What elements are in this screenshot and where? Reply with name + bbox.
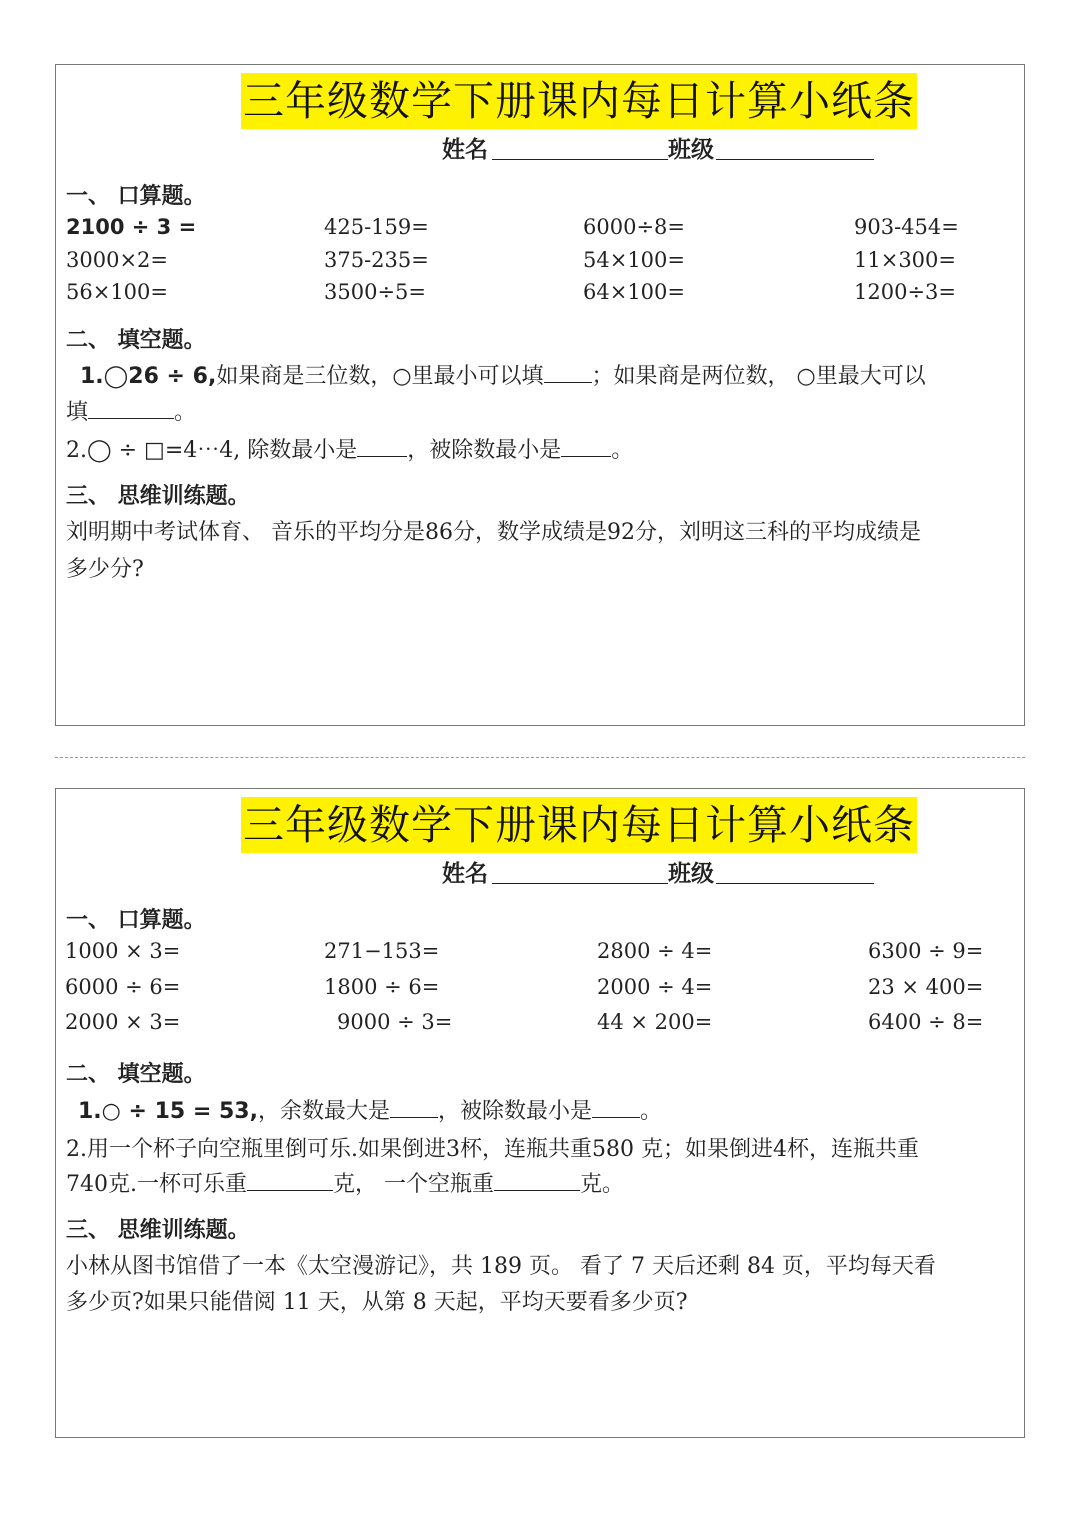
calc-item: 2000 × 3= (65, 1010, 181, 1034)
worksheet-card-2 (55, 788, 1025, 1438)
calc-item: 425-159= (324, 215, 429, 239)
calc-item: 56×100= (66, 280, 168, 304)
question-text: ，余数最大是 (257, 1099, 390, 1124)
calc-item: 3000×2= (66, 248, 168, 272)
calc-item: 1200÷3= (854, 280, 956, 304)
calc-item: 44 × 200= (597, 1010, 713, 1034)
question-text: 克， 一个空瓶重 (333, 1172, 494, 1197)
question-text: ；如果商是两位数， ○里最大可以 (591, 364, 926, 389)
calc-item: 64×100= (583, 280, 685, 304)
question-text: 。 (174, 400, 197, 425)
name-blank[interactable] (492, 159, 668, 160)
calc-item: 6000÷8= (583, 215, 685, 239)
fill-question-1-line-2 (66, 395, 196, 426)
question-text: 克。 (580, 1172, 625, 1197)
calc-item: 54×100= (583, 248, 685, 272)
question-text: 2.◯ ÷ □=4⋯4, 除数最小是 (66, 438, 358, 463)
worksheet-title: 三年级数学下册课内每日计算小纸条 (241, 73, 917, 129)
question-expression: 1.◯26 ÷ 6, (80, 364, 217, 389)
name-label: 姓名 (442, 861, 488, 887)
answer-blank[interactable] (88, 400, 174, 419)
question-text: 。 (639, 1099, 662, 1124)
calc-item: 6400 ÷ 8= (868, 1010, 984, 1034)
thinking-question-line-1: 小林从图书馆借了一本《太空漫游记》，共 189 页。 看了 7 天后还剩 84 页，平均每天看 (66, 1254, 936, 1279)
calc-item: 3500÷5= (324, 280, 426, 304)
answer-blank[interactable] (544, 364, 592, 383)
fill-question-1 (78, 1094, 662, 1125)
name-blank[interactable] (492, 883, 668, 884)
question-expression: 1.○ ÷ 15 = 53, (78, 1099, 258, 1124)
class-blank[interactable] (716, 159, 874, 160)
calc-item: 903-454= (854, 215, 959, 239)
thinking-question-line-2: 多少页?如果只能借阅 11 天，从第 8 天起，平均天要看多少页? (66, 1290, 688, 1315)
class-label: 班级 (668, 861, 714, 887)
fill-question-2-line-2 (66, 1167, 624, 1198)
answer-blank[interactable] (357, 438, 407, 457)
question-text: 。 (611, 438, 634, 463)
name-label: 姓名 (442, 137, 488, 163)
question-text: ，被除数最小是 (407, 438, 562, 463)
fill-question-2-line-1: 2.用一个杯子向空瓶里倒可乐.如果倒进3杯，连瓶共重580 克；如果倒进4杯，连瓶共重 (66, 1137, 919, 1162)
cut-line-divider (55, 757, 1025, 758)
answer-blank[interactable] (247, 1172, 333, 1191)
answer-blank[interactable] (390, 1099, 438, 1118)
question-text: ，被除数最小是 (437, 1099, 592, 1124)
calc-item: 11×300= (854, 248, 956, 272)
thinking-question-line-1: 刘明期中考试体育、 音乐的平均分是86分，数学成绩是92分，刘明这三科的平均成绩是 (66, 520, 921, 545)
answer-blank[interactable] (592, 1099, 640, 1118)
calc-item: 9000 ÷ 3= (337, 1010, 453, 1034)
question-text: 如果商是三位数，○里最小可以填 (216, 364, 544, 389)
class-label: 班级 (668, 137, 714, 163)
question-text: 填 (66, 400, 89, 425)
calc-item: 1800 ÷ 6= (324, 975, 440, 999)
section-fill-blank-heading: 二、 填空题。 (66, 328, 206, 353)
worksheet-title: 三年级数学下册课内每日计算小纸条 (241, 797, 917, 853)
answer-blank[interactable] (561, 438, 611, 457)
calc-item: 1000 × 3= (65, 939, 181, 963)
calc-item: 375-235= (324, 248, 429, 272)
answer-blank[interactable] (494, 1172, 580, 1191)
class-blank[interactable] (716, 883, 874, 884)
calc-item: 2000 ÷ 4= (597, 975, 713, 999)
section-thinking-heading: 三、 思维训练题。 (66, 484, 250, 509)
section-thinking-heading: 三、 思维训练题。 (66, 1218, 250, 1243)
fill-question-1-line-1 (80, 359, 926, 390)
calc-item: 6300 ÷ 9= (868, 939, 984, 963)
thinking-question-line-2: 多少分? (66, 557, 144, 582)
section-oral-calc-heading: 一、 口算题。 (66, 908, 206, 933)
calc-item: 2800 ÷ 4= (597, 939, 713, 963)
question-text: 740克.一杯可乐重 (66, 1172, 247, 1197)
calc-item: 2100 ÷ 3 = (66, 215, 197, 239)
calc-item: 271−153= (324, 939, 440, 963)
section-fill-blank-heading: 二、 填空题。 (66, 1062, 206, 1087)
calc-item: 23 × 400= (868, 975, 984, 999)
worksheet-card-1 (55, 64, 1025, 726)
calc-item: 6000 ÷ 6= (65, 975, 181, 999)
section-oral-calc-heading: 一、 口算题。 (66, 184, 206, 209)
fill-question-2 (66, 433, 633, 464)
